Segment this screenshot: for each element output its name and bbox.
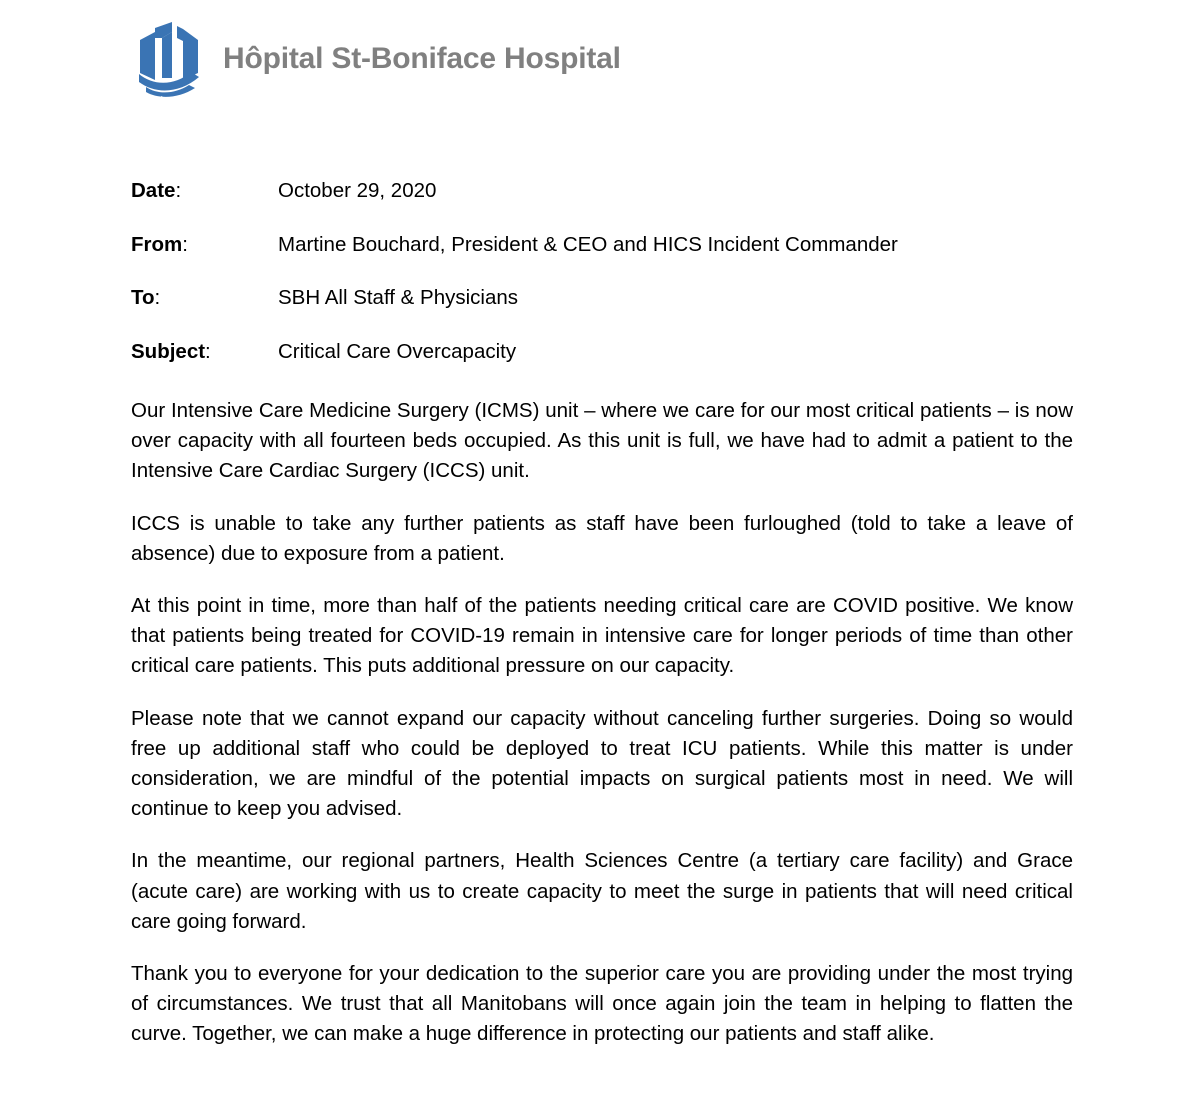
memo-field-date-value: October 29, 2020 xyxy=(278,179,437,202)
memo-paragraph: In the meantime, our regional partners, Health Sciences Centre (a tertiary care facility) and Grace (acute care) are working with us to create capacity to meet the surge in patients that will need critical care going forward. xyxy=(131,849,1073,933)
memo-field-to-value: SBH All Staff & Physicians xyxy=(278,286,519,310)
hospital-shield-logo-icon xyxy=(131,16,207,104)
memo-field-from xyxy=(131,232,1073,259)
memo-field-subject-label: Subject: xyxy=(131,339,211,363)
memo-field-date-label: Date: xyxy=(131,179,182,202)
memo-header-fields xyxy=(131,178,1073,366)
memo-field-from-label: From: xyxy=(131,232,188,256)
memo-paragraph: Our Intensive Care Medicine Surgery (ICMS) unit – where we care for our most critical patients – is now over capacity with all fourteen beds occupied. As this unit is full, we have had to admit a patient to the Intensive Care Cardiac Surgery (ICCS) unit. xyxy=(131,399,1073,483)
memo-field-subject xyxy=(131,339,1073,366)
memo-paragraph: Thank you to everyone for your dedication to the superior care you are providing under the most trying of circumstances. We trust that all Manitobans will once again join the team in helping to flatten the curve. Together, we can make a huge difference in protecting our patients and staff alike. xyxy=(131,962,1073,1046)
memo-field-date xyxy=(131,178,1073,205)
memo-field-subject-value: Critical Care Overcapacity xyxy=(278,339,517,363)
memo-paragraph: ICCS is unable to take any further patients as staff have been furloughed (told to take a leave of absence) due to exposure from a patient. xyxy=(131,511,1073,565)
memo-field-to xyxy=(131,285,1073,312)
memo-paragraph: Please note that we cannot expand our capacity without canceling further surgeries. Doing so would free up additional staff who could be deployed to treat ICU patients. While this matter is under consideration, we are mindful of the potential impacts on surgical patients most in need. We will continue to keep you advised. xyxy=(131,706,1073,821)
memo-paragraph: At this point in time, more than half of the patients needing critical care are COVID positive. We know that patients being treated for COVID-19 remain in intensive care for longer periods of time than other critical care patients. This puts additional pressure on our capacity. xyxy=(131,594,1073,678)
memo-field-to-label: To: xyxy=(131,286,161,310)
memo-field-from-value: Martine Bouchard, President & CEO and HICS Incident Commander xyxy=(278,232,898,256)
organization-wordmark: Hôpital St-Boniface Hospital xyxy=(223,42,621,75)
memo-body xyxy=(131,396,1073,1050)
letterhead xyxy=(131,16,621,104)
